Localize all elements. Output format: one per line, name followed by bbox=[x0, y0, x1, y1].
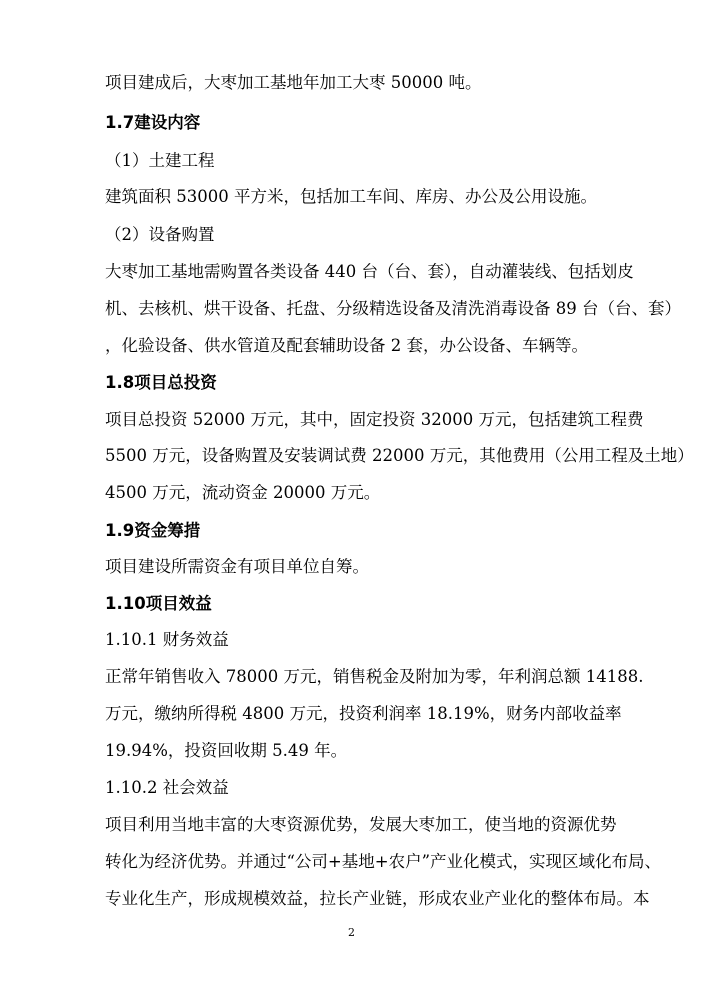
paragraph-line: 建筑面积 53000 平方米，包括加工车间、库房、办公及公用设施。 bbox=[105, 187, 597, 206]
paragraph-line: 大枣加工基地需购置各类设备 440 台（台、套），自动灌装线、包括划皮 bbox=[105, 262, 634, 281]
paragraph-line: 项目建成后，大枣加工基地年加工大枣 50000 吨。 bbox=[105, 73, 482, 92]
paragraph-line: 机、去核机、烘干设备、托盘、分级精选设备及清洗消毒设备 89 台（台、套） bbox=[105, 299, 681, 318]
paragraph-line: 万元，缴纳所得税 4800 万元，投资利润率 18.19%，财务内部收益率 bbox=[105, 704, 622, 723]
paragraph-line: 专业化生产，形成规模效益，拉长产业链，形成农业产业化的整体布局。本 bbox=[105, 889, 650, 908]
section-heading-1-8: 1.8项目总投资 bbox=[105, 373, 217, 392]
section-heading-1-9: 1.9资金筹措 bbox=[105, 521, 201, 540]
paragraph-line: 项目总投资 52000 万元，其中，固定投资 32000 万元，包括建筑工程费 bbox=[105, 410, 644, 429]
paragraph-line: 19.94%，投资回收期 5.49 年。 bbox=[105, 741, 348, 760]
paragraph-line: 4500 万元，流动资金 20000 万元。 bbox=[105, 483, 381, 502]
paragraph-line: ，化验设备、供水管道及配套辅助设备 2 套，办公设备、车辆等。 bbox=[105, 336, 588, 355]
section-heading-1-7: 1.7建设内容 bbox=[105, 113, 201, 132]
subsection-heading: （2）设备购置 bbox=[105, 225, 215, 244]
paragraph-line: 5500 万元，设备购置及安装调试费 22000 万元，其他费用（公用工程及土地） bbox=[105, 446, 694, 465]
paragraph-line: 项目利用当地丰富的大枣资源优势，发展大枣加工，使当地的资源优势 bbox=[105, 815, 617, 834]
subsection-heading: （1）土建工程 bbox=[105, 151, 215, 170]
paragraph-line: 正常年销售收入 78000 万元，销售税金及附加为零，年利润总额 14188. bbox=[105, 667, 644, 686]
page-number: 2 bbox=[348, 926, 355, 939]
subsection-heading: 1.10.1 财务效益 bbox=[105, 630, 229, 649]
section-heading-1-10: 1.10项目效益 bbox=[105, 594, 212, 613]
subsection-heading: 1.10.2 社会效益 bbox=[105, 778, 229, 797]
paragraph-line: 项目建设所需资金有项目单位自筹。 bbox=[105, 557, 369, 576]
paragraph-line: 转化为经济优势。并通过“公司+基地+农户”产业化模式，实现区域化布局、 bbox=[105, 852, 662, 871]
